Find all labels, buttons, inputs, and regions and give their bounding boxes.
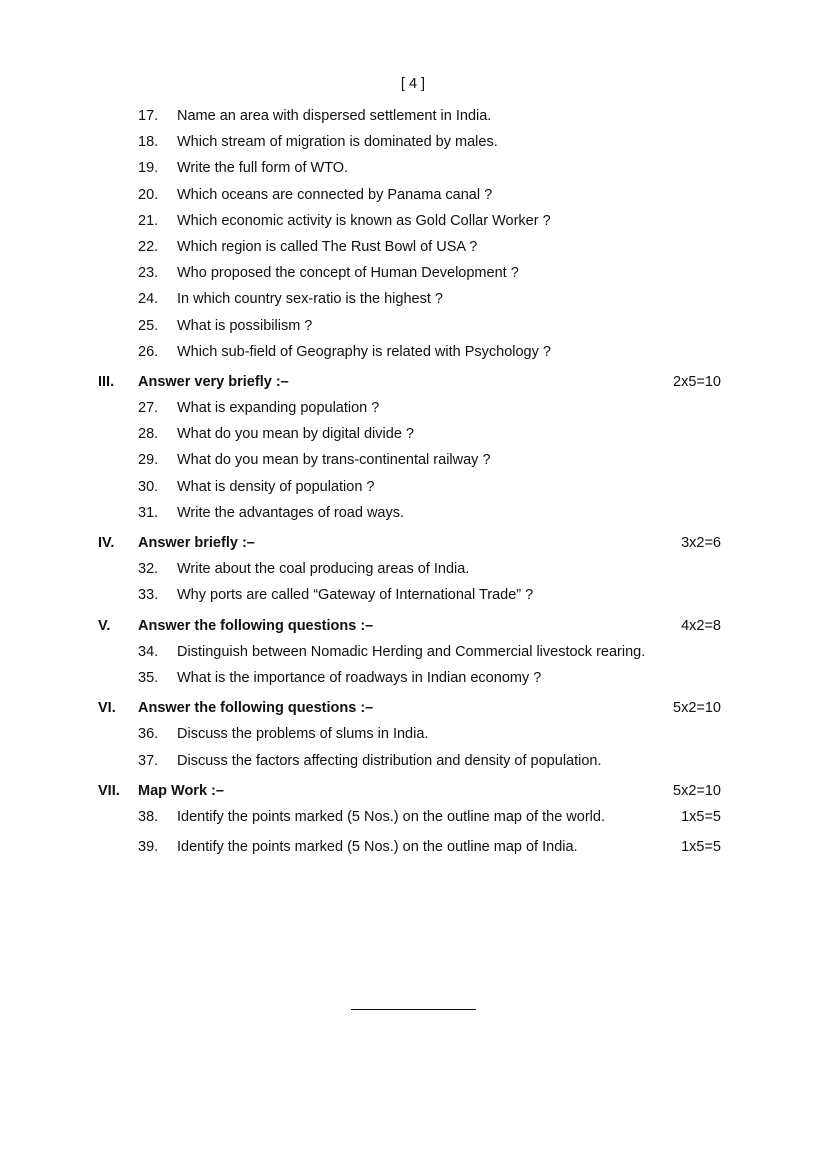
question-item: [0, 286, 826, 312]
question-item: [0, 421, 826, 447]
question-text: What do you mean by digital divide ?: [177, 426, 414, 443]
section-header: [0, 530, 826, 556]
question-item: [0, 748, 826, 774]
question-text: Write the full form of WTO.: [177, 160, 349, 177]
question-text: In which country sex-ratio is the highest ?: [177, 291, 443, 308]
question-number: 35.: [138, 669, 159, 686]
question-number: 37.: [138, 752, 159, 769]
question-item: [0, 665, 826, 691]
question-text: Discuss the factors affecting distribution and density of population.: [177, 752, 602, 769]
question-number: 33.: [138, 587, 159, 604]
section-title: Map Work :–: [138, 782, 224, 799]
question-text: What is density of population ?: [177, 478, 375, 495]
question-item: [0, 129, 826, 155]
question-item: [0, 500, 826, 526]
question-item: [0, 208, 826, 234]
question-item: [0, 339, 826, 365]
question-text: Identify the points marked (5 Nos.) on the outline map of the world.: [177, 808, 605, 825]
question-text: Write about the coal producing areas of India.: [177, 561, 470, 578]
question-text: Which region is called The Rust Bowl of USA ?: [177, 238, 478, 255]
question-text: Name an area with dispersed settlement in India.: [177, 108, 492, 124]
question-item: [0, 721, 826, 747]
question-text: Identify the points marked (5 Nos.) on the outline map of India.: [177, 839, 578, 856]
question-number: 23.: [138, 265, 159, 282]
question-text: Which sub-field of Geography is related with Psychology ?: [177, 343, 551, 360]
question-item: [0, 103, 826, 129]
section-number: VII.: [98, 782, 120, 799]
section-marks: 4x2=8: [681, 617, 721, 634]
question-number: 29.: [138, 452, 159, 469]
question-text: What is possibilism ?: [177, 317, 313, 334]
question-text: What do you mean by trans-continental railway ?: [177, 452, 491, 469]
question-item: [0, 834, 826, 860]
page-number: [ 4 ]: [400, 76, 426, 92]
question-item: [0, 182, 826, 208]
question-number: 21.: [138, 212, 159, 229]
question-item: [0, 395, 826, 421]
question-number: 39.: [138, 839, 159, 856]
section-title: Answer the following questions :–: [138, 617, 374, 634]
section-title: Answer the following questions :–: [138, 700, 374, 717]
question-number: 36.: [138, 726, 159, 743]
question-text: Distinguish between Nomadic Herding and Commercial livestock rearing.: [177, 643, 646, 660]
question-text: Discuss the problems of slums in India.: [177, 726, 429, 743]
question-number: 22.: [138, 238, 159, 255]
section-header: [0, 369, 826, 395]
question-item: [0, 155, 826, 181]
question-item: [0, 556, 826, 582]
question-number: 19.: [138, 160, 159, 177]
question-marks: 1x5=5: [681, 839, 721, 856]
question-text: Which oceans are connected by Panama canal ?: [177, 186, 493, 203]
question-number: 31.: [138, 504, 159, 521]
question-item: [0, 447, 826, 473]
section-marks: 5x2=10: [673, 700, 721, 717]
question-item: [0, 639, 826, 665]
question-number: 17.: [138, 108, 159, 124]
section-title: Answer very briefly :–: [138, 373, 289, 390]
question-number: 38.: [138, 808, 159, 825]
question-text: Who proposed the concept of Human Development ?: [177, 265, 519, 282]
question-number: 27.: [138, 400, 159, 417]
question-text: Why ports are called “Gateway of International Trade” ?: [177, 587, 534, 604]
section-marks: 2x5=10: [673, 373, 721, 390]
question-number: 24.: [138, 291, 159, 308]
question-number: 20.: [138, 186, 159, 203]
section-number: IV.: [98, 535, 115, 551]
section-number: V.: [98, 617, 111, 634]
question-number: 26.: [138, 343, 159, 360]
question-number: 34.: [138, 643, 159, 660]
question-text: Which economic activity is known as Gold Collar Worker ?: [177, 212, 551, 229]
question-number: 25.: [138, 317, 159, 334]
question-item: [0, 313, 826, 339]
question-item: [0, 804, 826, 830]
end-of-paper-line: [351, 1009, 476, 1010]
question-text: What is the importance of roadways in Indian economy ?: [177, 669, 542, 686]
question-item: [0, 474, 826, 500]
section-title: Answer briefly :–: [138, 535, 255, 551]
question-number: 28.: [138, 426, 159, 443]
section-marks: 3x2=6: [681, 535, 721, 551]
question-item: [0, 582, 826, 608]
question-text: Write the advantages of road ways.: [177, 504, 405, 521]
question-number: 32.: [138, 561, 159, 578]
section-header: [0, 778, 826, 804]
question-number: 18.: [138, 134, 159, 151]
section-header: [0, 613, 826, 639]
question-marks: 1x5=5: [681, 808, 721, 825]
question-list: [0, 103, 826, 860]
section-number: VI.: [98, 700, 116, 717]
question-text: Which stream of migration is dominated by males.: [177, 134, 498, 151]
question-item: [0, 234, 826, 260]
section-number: III.: [98, 373, 115, 390]
question-text: What is expanding population ?: [177, 400, 380, 417]
section-header: [0, 695, 826, 721]
question-item: [0, 260, 826, 286]
section-marks: 5x2=10: [673, 782, 721, 799]
question-number: 30.: [138, 478, 159, 495]
